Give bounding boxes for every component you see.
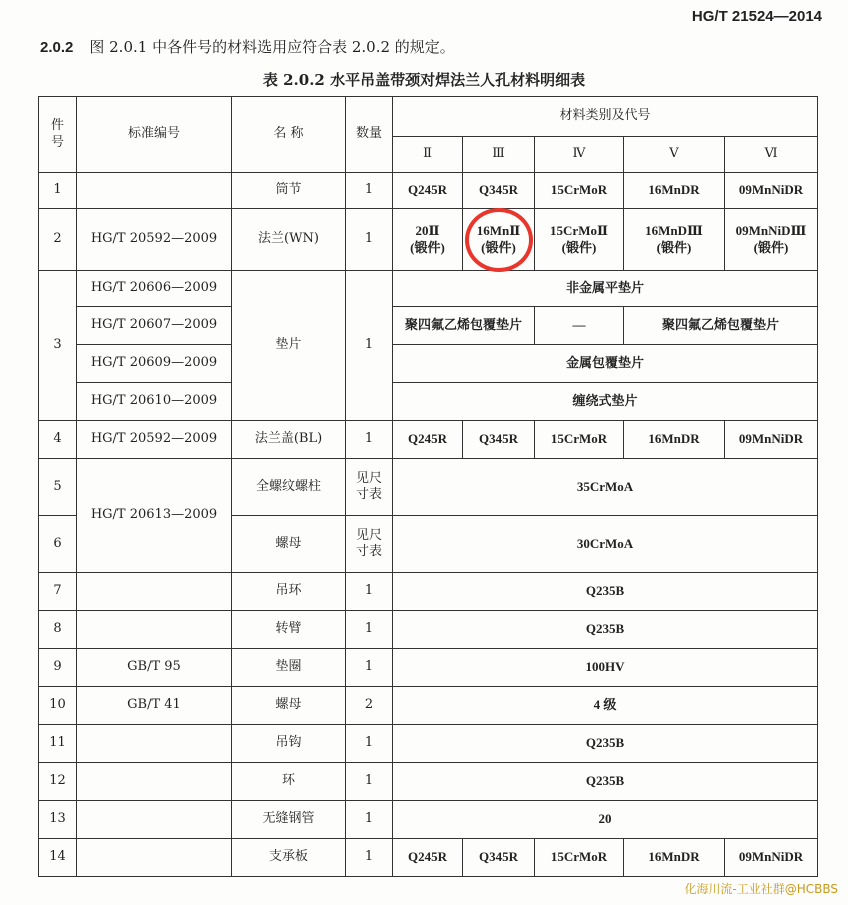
header-category: Ⅴ bbox=[624, 137, 725, 173]
table-row bbox=[39, 839, 818, 877]
quantity: 1 bbox=[346, 649, 393, 687]
material-cell: 15CrMoR bbox=[535, 421, 624, 459]
header-category: Ⅵ bbox=[725, 137, 818, 173]
standard-no bbox=[77, 173, 232, 209]
table-row bbox=[39, 173, 818, 209]
quantity: 1 bbox=[346, 725, 393, 763]
material-cell: 聚四氟乙烯包覆垫片 bbox=[624, 307, 818, 345]
material-cell: 金属包覆垫片 bbox=[393, 345, 818, 383]
standard-no bbox=[77, 801, 232, 839]
table-row bbox=[39, 383, 818, 421]
clause-text bbox=[40, 36, 455, 57]
material-table bbox=[38, 96, 818, 877]
quantity-line1: 见尺 bbox=[355, 470, 382, 486]
material-cell: — bbox=[535, 307, 624, 345]
standard-no: GB/T 41 bbox=[77, 687, 232, 725]
material-cell: Q345R bbox=[463, 839, 535, 877]
table-row bbox=[39, 763, 818, 801]
material-cell: 聚四氟乙烯包覆垫片 bbox=[393, 307, 535, 345]
standard-no: HG/T 20592—2009 bbox=[77, 209, 232, 271]
material-cell: 09MnNiDR bbox=[725, 173, 818, 209]
part-name: 转臂 bbox=[232, 611, 346, 649]
quantity: 1 bbox=[346, 173, 393, 209]
part-no: 2 bbox=[39, 209, 77, 271]
header-row bbox=[39, 97, 818, 137]
material-form: (锻件) bbox=[753, 239, 789, 255]
material-cell: Q235B bbox=[393, 611, 818, 649]
quantity: 1 bbox=[346, 209, 393, 271]
standard-no bbox=[77, 611, 232, 649]
quantity: 1 bbox=[346, 271, 393, 421]
standard-number: HG/T 21524—2014 bbox=[691, 8, 822, 25]
standard-no: HG/T 20610—2009 bbox=[77, 383, 232, 421]
table-row bbox=[39, 345, 818, 383]
part-no: 6 bbox=[39, 516, 77, 573]
part-no: 1 bbox=[39, 173, 77, 209]
table-row bbox=[39, 649, 818, 687]
standard-no: GB/T 95 bbox=[77, 649, 232, 687]
header-material-group: 材料类别及代号 bbox=[393, 97, 818, 137]
quantity: 2 bbox=[346, 687, 393, 725]
material-cell: 30CrMoA bbox=[393, 516, 818, 573]
material-cell: 35CrMoA bbox=[393, 459, 818, 516]
standard-no bbox=[77, 839, 232, 877]
table-row bbox=[39, 687, 818, 725]
part-name: 全螺纹螺柱 bbox=[232, 459, 346, 516]
table-row bbox=[39, 801, 818, 839]
header-category: Ⅲ bbox=[463, 137, 535, 173]
material-cell: 16MnDR bbox=[624, 173, 725, 209]
quantity: 1 bbox=[346, 611, 393, 649]
material-cell: Q345R bbox=[463, 421, 535, 459]
part-no: 11 bbox=[39, 725, 77, 763]
material-cell: Q235B bbox=[393, 573, 818, 611]
part-name: 法兰盖(BL) bbox=[232, 421, 346, 459]
header-part-no bbox=[39, 97, 77, 173]
quantity bbox=[346, 516, 393, 573]
header-quantity: 数量 bbox=[346, 97, 393, 173]
red-highlight-circle bbox=[465, 208, 533, 272]
material-cell: 20 bbox=[393, 801, 818, 839]
watermark: 化海川流-工业社群@HCBBS bbox=[684, 882, 838, 896]
standard-no bbox=[77, 725, 232, 763]
material-cell: 09MnNiDR bbox=[725, 421, 818, 459]
table-row bbox=[39, 573, 818, 611]
part-no: 13 bbox=[39, 801, 77, 839]
material-grade: 16MnDⅢ bbox=[645, 223, 703, 239]
table-row bbox=[39, 271, 818, 307]
table-row bbox=[39, 611, 818, 649]
material-cell: Q345R bbox=[463, 173, 535, 209]
material-cell: Q245R bbox=[393, 839, 463, 877]
quantity: 1 bbox=[346, 801, 393, 839]
quantity: 1 bbox=[346, 839, 393, 877]
material-cell: Q245R bbox=[393, 421, 463, 459]
table-row bbox=[39, 725, 818, 763]
standard-no: HG/T 20609—2009 bbox=[77, 345, 232, 383]
part-name: 环 bbox=[232, 763, 346, 801]
material-cell: 16MnDR bbox=[624, 839, 725, 877]
table-caption: 表 2.0.2 水平吊盖带颈对焊法兰人孔材料明细表 bbox=[262, 71, 586, 89]
standard-no: HG/T 20607—2009 bbox=[77, 307, 232, 345]
material-cell: 缠绕式垫片 bbox=[393, 383, 818, 421]
material-cell: 15CrMoR bbox=[535, 173, 624, 209]
part-no: 9 bbox=[39, 649, 77, 687]
clause-number: 2.0.2 bbox=[40, 39, 74, 56]
part-name: 无缝钢管 bbox=[232, 801, 346, 839]
part-no: 12 bbox=[39, 763, 77, 801]
material-grade: 09MnNiDⅢ bbox=[735, 223, 807, 239]
part-name: 螺母 bbox=[232, 687, 346, 725]
part-name: 螺母 bbox=[232, 516, 346, 573]
material-cell: Q235B bbox=[393, 725, 818, 763]
standard-no: HG/T 20613—2009 bbox=[77, 459, 232, 573]
part-no: 10 bbox=[39, 687, 77, 725]
material-grade: 16MnⅡ bbox=[476, 223, 521, 239]
material-cell bbox=[725, 209, 818, 271]
header-standard-no: 标准编号 bbox=[77, 97, 232, 173]
part-no: 14 bbox=[39, 839, 77, 877]
part-no: 7 bbox=[39, 573, 77, 611]
standard-no: HG/T 20592—2009 bbox=[77, 421, 232, 459]
standard-no bbox=[77, 763, 232, 801]
table-row bbox=[39, 209, 818, 271]
material-form: (锻件) bbox=[481, 239, 516, 255]
material-cell: 16MnDR bbox=[624, 421, 725, 459]
quantity: 1 bbox=[346, 421, 393, 459]
standard-no bbox=[77, 573, 232, 611]
material-cell: 4 级 bbox=[393, 687, 818, 725]
table-row bbox=[39, 459, 818, 516]
header-category: Ⅱ bbox=[393, 137, 463, 173]
material-cell: Q245R bbox=[393, 173, 463, 209]
material-cell: 09MnNiDR bbox=[725, 839, 818, 877]
quantity-line1: 见尺 bbox=[355, 527, 382, 543]
part-name: 垫片 bbox=[232, 271, 346, 421]
material-cell bbox=[393, 209, 463, 271]
part-name: 吊钩 bbox=[232, 725, 346, 763]
part-no: 4 bbox=[39, 421, 77, 459]
quantity: 1 bbox=[346, 573, 393, 611]
part-name: 法兰(WN) bbox=[232, 209, 346, 271]
part-name: 垫圈 bbox=[232, 649, 346, 687]
part-no: 5 bbox=[39, 459, 77, 516]
standard-no: HG/T 20606—2009 bbox=[77, 271, 232, 307]
part-no: 8 bbox=[39, 611, 77, 649]
header-category: Ⅳ bbox=[535, 137, 624, 173]
material-cell bbox=[535, 209, 624, 271]
part-name: 筒节 bbox=[232, 173, 346, 209]
material-cell: 100HV bbox=[393, 649, 818, 687]
quantity-line2: 寸表 bbox=[355, 487, 382, 502]
part-no: 3 bbox=[39, 271, 77, 421]
header-part-no-line2: 号 bbox=[50, 134, 64, 150]
clause-body: 图 2.0.1 中各件号的材料选用应符合表 2.0.2 的规定。 bbox=[89, 38, 455, 56]
table-row bbox=[39, 421, 818, 459]
part-name: 支承板 bbox=[232, 839, 346, 877]
part-name: 吊环 bbox=[232, 573, 346, 611]
material-form: (锻件) bbox=[561, 239, 597, 255]
table-row bbox=[39, 307, 818, 345]
material-grade: 20Ⅱ bbox=[415, 223, 440, 239]
header-part-no-line1: 件 bbox=[50, 118, 64, 134]
quantity-line2: 寸表 bbox=[355, 544, 382, 559]
material-cell: 非金属平垫片 bbox=[393, 271, 818, 307]
material-form: (锻件) bbox=[410, 239, 445, 255]
material-cell bbox=[624, 209, 725, 271]
material-cell: 15CrMoR bbox=[535, 839, 624, 877]
header-name: 名 称 bbox=[232, 97, 346, 173]
quantity bbox=[346, 459, 393, 516]
quantity: 1 bbox=[346, 763, 393, 801]
material-form: (锻件) bbox=[656, 239, 692, 255]
material-grade: 15CrMoⅡ bbox=[550, 223, 608, 239]
material-cell: Q235B bbox=[393, 763, 818, 801]
